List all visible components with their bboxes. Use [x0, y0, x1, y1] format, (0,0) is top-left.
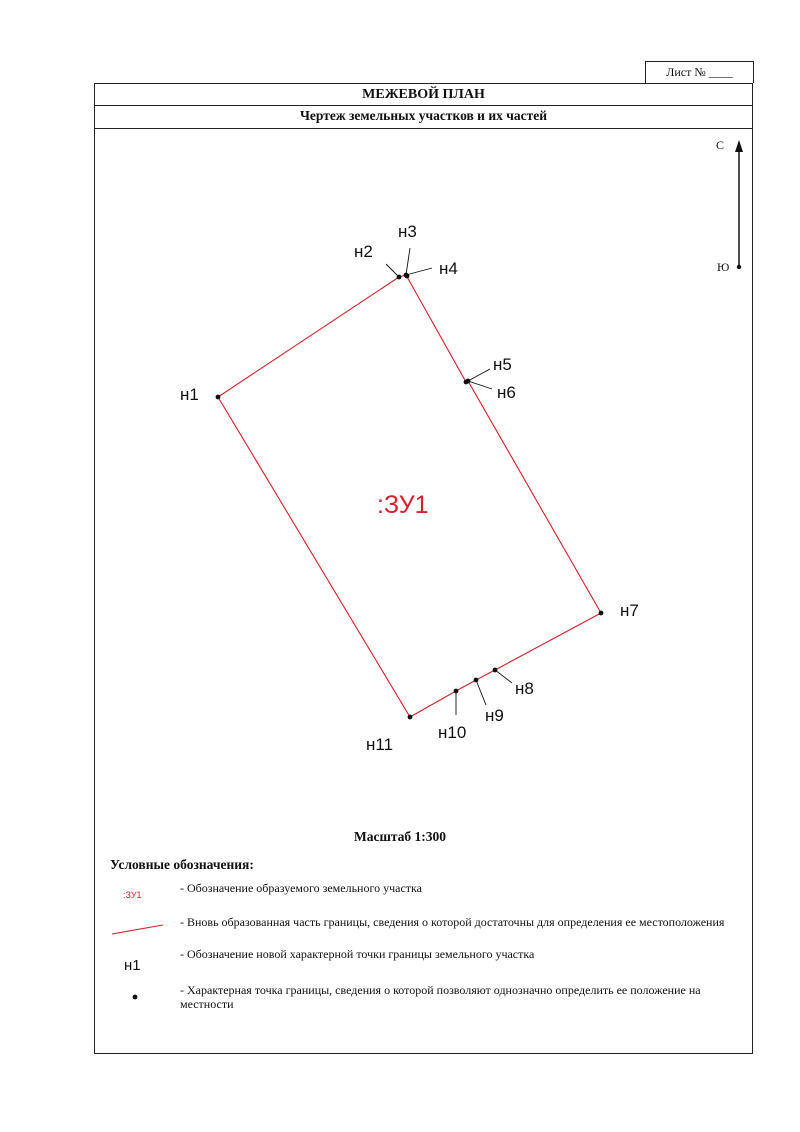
document-title: МЕЖЕВОЙ ПЛАН [95, 84, 752, 106]
north-label: С [716, 138, 725, 152]
point-n11 [408, 715, 413, 720]
point-n7 [599, 611, 604, 616]
south-label: Ю [717, 260, 730, 274]
legend-item-parcel: - Обозначение образуемого земельного участка [180, 881, 423, 895]
point-n8 [493, 668, 498, 673]
sheet-number-label: Лист № ____ [666, 65, 733, 79]
label-n6: н6 [497, 383, 516, 402]
document-subtitle: Чертеж земельных участков и их частей [95, 105, 752, 129]
legend-boundary-line-symbol [112, 925, 163, 934]
label-n4: н4 [439, 259, 458, 278]
legend-point-label-symbol: н1 [124, 957, 141, 974]
label-n10: н10 [438, 723, 467, 742]
point-n9 [474, 678, 479, 683]
point-n1 [216, 395, 221, 400]
label-n9: н9 [485, 706, 504, 725]
legend-point-symbol [133, 995, 138, 1000]
legend-item-new-point: - Обозначение новой характерной точки границы земельного участка [180, 947, 535, 961]
label-n2: н2 [354, 242, 373, 261]
legend-item-point: - Характерная точка границы, сведения о которой позволяют однозначно определить ее положение на местности [180, 983, 701, 1011]
label-n8: н8 [515, 679, 534, 698]
scale-label: Масштаб 1:300 [353, 829, 447, 844]
point-n6 [466, 379, 471, 384]
leader-lines [386, 248, 512, 715]
legend-item-boundary: - Вновь образованная часть границы, сведения о которой достаточны для определения ее местоположения [180, 915, 725, 929]
label-n3: н3 [398, 222, 417, 241]
legend-title: Условные обозначения: [110, 857, 254, 872]
label-n11: н11 [366, 735, 394, 754]
label-n1: н1 [180, 385, 199, 404]
parcel-label: :ЗУ1 [377, 491, 429, 519]
label-n7: н7 [620, 601, 639, 620]
north-arrow [716, 138, 743, 274]
point-n2 [397, 275, 402, 280]
point-n10 [454, 689, 459, 694]
point-n4 [405, 274, 410, 279]
legend-parcel-symbol: :ЗУ1 [123, 890, 142, 900]
label-n5: н5 [493, 355, 512, 374]
